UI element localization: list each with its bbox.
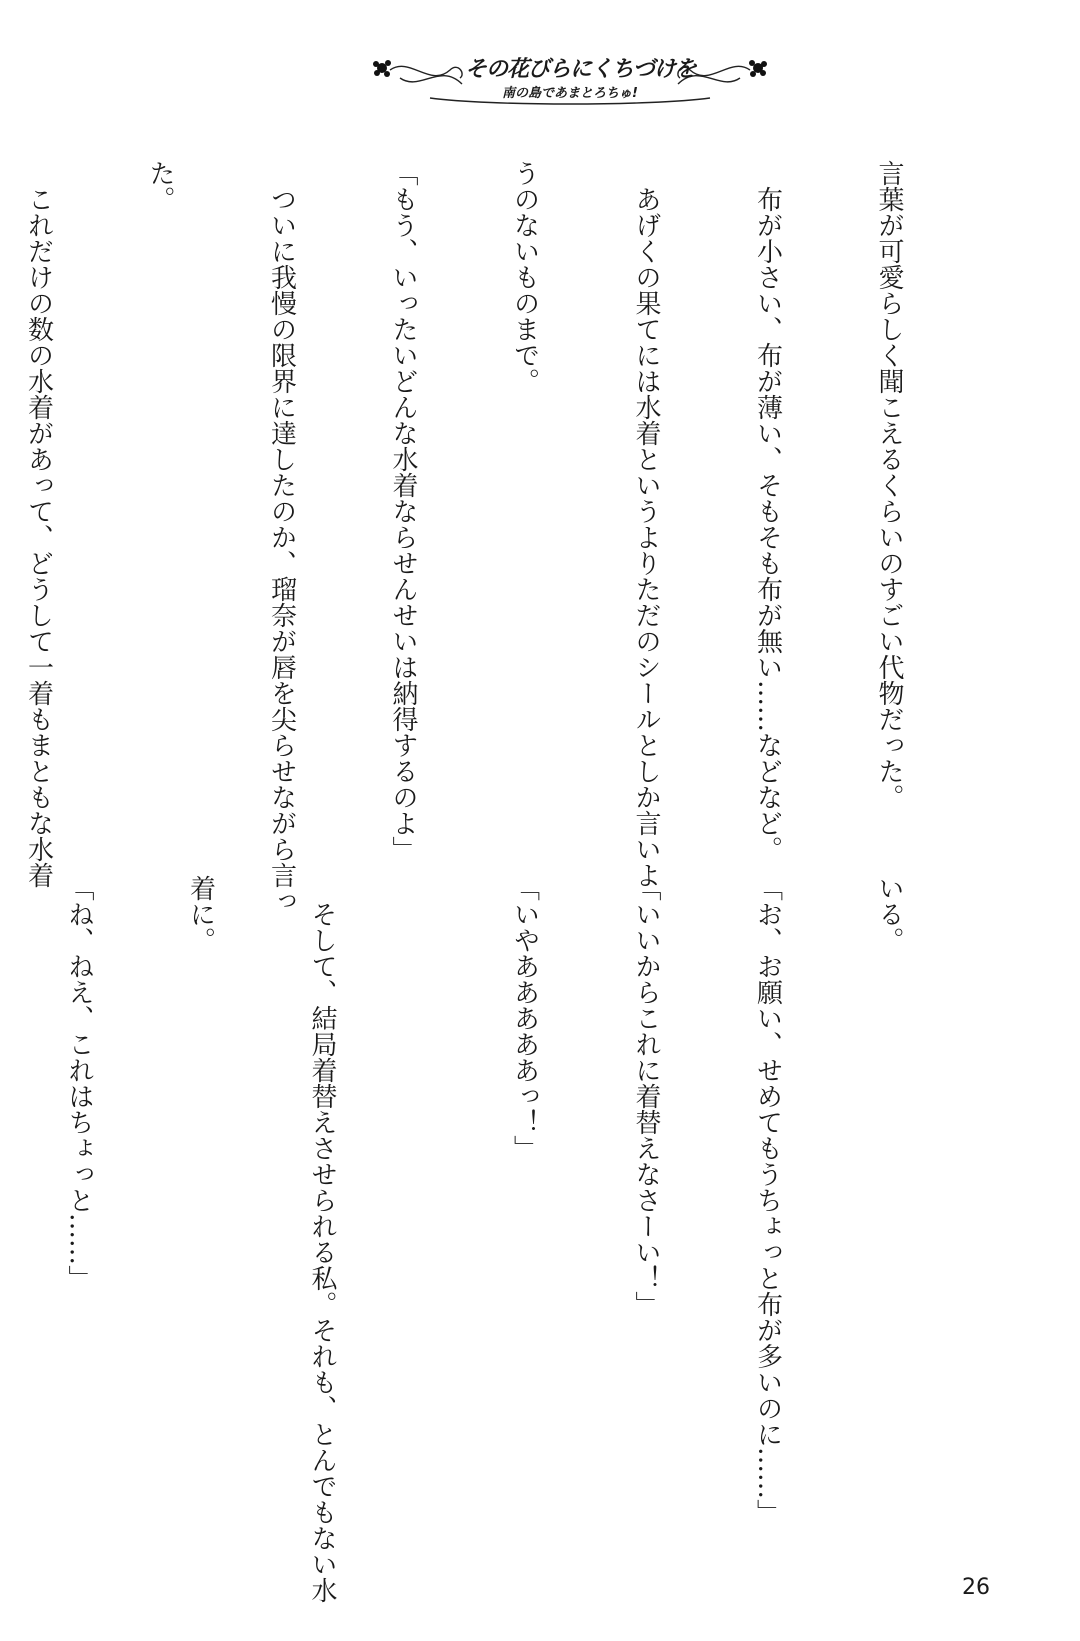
text-line: 「お、お願い、せめてもうちょっと布が多いのに……」 <box>752 875 783 1525</box>
text-line: 着に。 <box>185 875 216 953</box>
book-subtitle: 南の島であまとろちゅ! <box>502 86 638 101</box>
page-number: 26 <box>962 1575 990 1600</box>
text-line: 「いいからこれに着替えなさーい！」 <box>631 875 661 1317</box>
text-line: そして、結局着替えさせられる私。それも、とんでもない水 <box>307 875 337 1603</box>
book-title: その花びらにくちづけを <box>465 57 696 82</box>
text-line: うのないものまで。 <box>509 160 540 394</box>
text-line: 「いやあああああっ！」 <box>509 875 540 1161</box>
text-line: 言葉が可愛らしく聞こえるくらいのすごい代物だった。 <box>874 160 904 810</box>
text-line: 「もう、いったいどんな水着ならせんせいは納得するのよ」 <box>388 160 418 862</box>
text-line: これだけの数の水着があって、どうして一着もまともな水着 <box>23 160 54 888</box>
text-line: 布が小さい、布が薄い、そもそも布が無い……などなど。 <box>752 160 783 862</box>
text-line: た。 <box>145 160 175 212</box>
text-line: 「ね、ねえ、これはちょっと……」 <box>64 875 94 1291</box>
running-header <box>370 48 770 108</box>
text-line: いる。 <box>874 875 904 953</box>
text-line: あげくの果てには水着というよりただのシールとしか言いよ <box>631 160 661 888</box>
text-line: ついに我慢の限界に達したのか、瑠奈が唇を尖らせながら言っ <box>266 160 297 914</box>
